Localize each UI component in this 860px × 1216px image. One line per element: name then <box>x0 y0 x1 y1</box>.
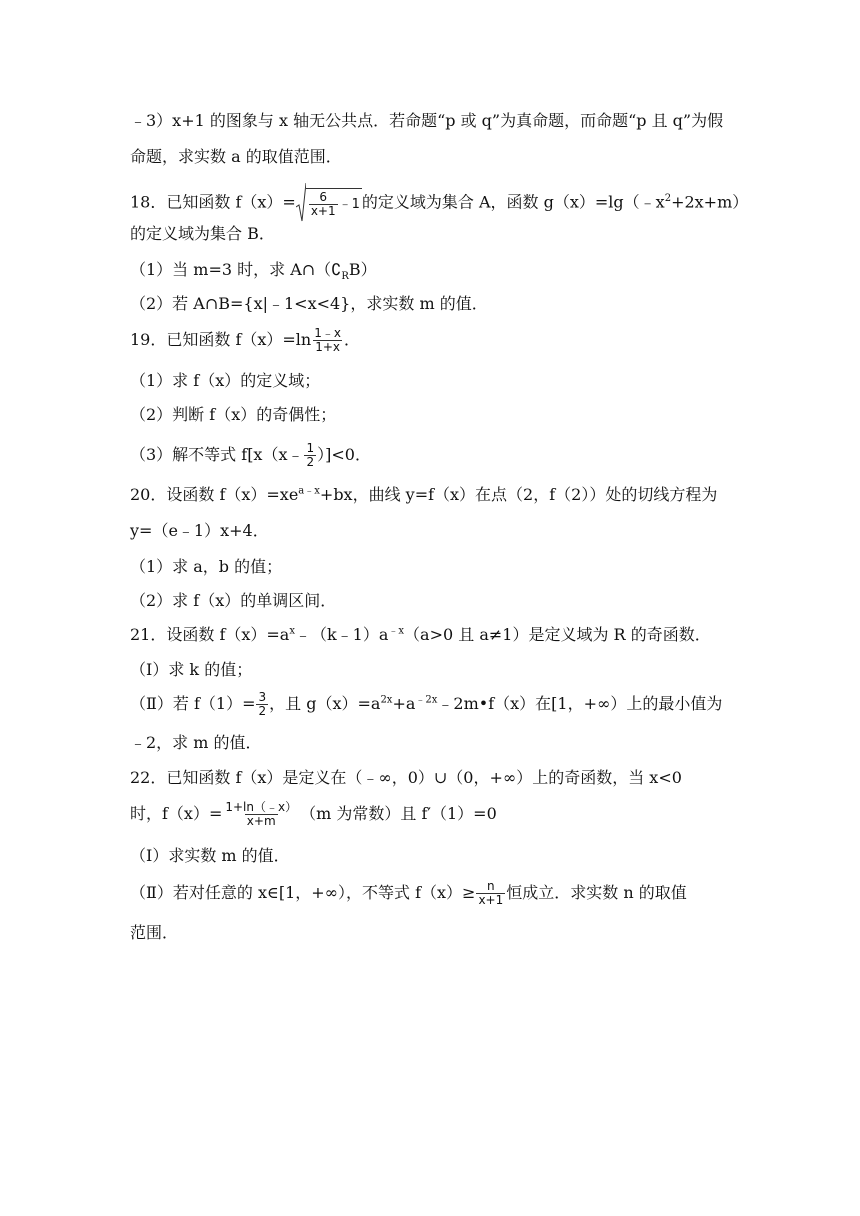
text: ﹣3）x+1 的图象与 x 轴无公共点．若命题“p 或 q”为真命题，而命题“p 且 q”为假 <box>130 111 724 130</box>
text-line <box>130 691 730 718</box>
text-line <box>130 293 730 315</box>
superscript: 2 <box>664 193 672 205</box>
problem-22-line <box>130 767 730 789</box>
text: +bx，曲线 y=f（x）在点（2，f（2））处的切线方程为 <box>319 485 718 504</box>
fraction <box>309 191 338 218</box>
numerator: 1﹣x <box>314 326 341 340</box>
fraction <box>256 691 268 718</box>
text-line <box>130 801 730 828</box>
text: ﹣2，求 m 的值． <box>130 733 262 752</box>
text: （3）解不等式 f[x（x﹣ <box>130 445 304 464</box>
text: （2）若 A∩B={x|﹣1<x<4}，求实数 m 的值． <box>130 294 488 313</box>
text-line <box>130 659 730 681</box>
problem-21-line <box>130 624 730 646</box>
text: ，且 g（x）=a <box>269 694 381 713</box>
text: 18．已知函数 f（x）= <box>130 192 296 212</box>
problem-20-line <box>130 484 730 506</box>
denominator: 1+x <box>315 340 340 354</box>
text: 命题，求实数 a 的取值范围． <box>130 147 342 166</box>
denominator: x+1 <box>478 893 504 907</box>
denominator: 2 <box>306 455 315 469</box>
text: 范围． <box>130 923 179 942</box>
text: 的定义域为集合 B． <box>130 224 275 243</box>
text: 21．设函数 f（x）=a <box>130 625 290 644</box>
text: （1）求 a，b 的值； <box>130 557 283 576</box>
text: （a>0 且 a≠1）是定义域为 R 的奇函数． <box>404 625 711 644</box>
text-line <box>130 880 730 907</box>
text-line <box>130 442 730 469</box>
problem-18-line <box>130 183 749 223</box>
text: （Ⅱ）若对任意的 x∈[1，+∞），不等式 f（x）≥ <box>130 883 476 902</box>
text: ． <box>343 330 360 349</box>
text: ﹣2m•f（x）在[1，+∞）上的最小值为 <box>437 694 723 713</box>
numerator: 1 <box>306 441 315 455</box>
text-line <box>130 404 730 426</box>
text: ﹣1 <box>338 196 360 212</box>
text-line <box>130 556 730 578</box>
text: （Ⅱ）若 f（1）= <box>130 694 256 713</box>
denominator: 2 <box>258 704 267 718</box>
text: 20．设函数 f（x）=xe <box>130 485 299 504</box>
superscript: ﹣x <box>388 625 405 637</box>
text-line <box>130 732 730 754</box>
text: 19．已知函数 f（x）=ln <box>130 330 312 349</box>
radical-sign-icon <box>296 183 306 223</box>
text: 的定义域为集合 A，函数 g（x）=lg（﹣x <box>361 192 665 212</box>
text: （m 为常数）且 f′（1）=0 <box>300 804 497 823</box>
text-line <box>130 520 730 542</box>
text: 时，f（x）= <box>130 804 223 823</box>
fraction <box>304 442 316 469</box>
text: （1）求 f（x）的定义域； <box>130 371 321 390</box>
numerator: 3 <box>258 690 267 704</box>
numerator: 6 <box>319 190 328 204</box>
text: y=（e﹣1）x+4． <box>130 521 269 540</box>
text: （Ⅰ）求 k 的值； <box>130 660 253 679</box>
text: +a <box>392 694 416 713</box>
fraction <box>476 880 505 907</box>
text-line <box>130 110 730 132</box>
text-line <box>130 146 730 168</box>
subscript: R <box>341 271 349 283</box>
superscript: 2x <box>380 694 393 706</box>
fraction <box>223 801 299 828</box>
text-line <box>130 922 730 944</box>
text-line <box>130 590 730 612</box>
superscript: x <box>289 625 295 637</box>
superscript: a﹣x <box>298 485 320 497</box>
text: B） <box>348 260 377 279</box>
problem-19-line <box>130 327 730 354</box>
superscript: ﹣2x <box>415 694 438 706</box>
denominator: x+m <box>246 814 276 828</box>
text: （1）当 m=3 时，求 A∩（∁ <box>130 260 342 279</box>
text-line <box>130 845 730 867</box>
text: 22．已知函数 f（x）是定义在（﹣∞，0）∪（0，+∞）上的奇函数，当 x<0 <box>130 768 682 787</box>
fraction <box>312 327 343 354</box>
text: ）]<0． <box>317 445 371 464</box>
text-line <box>130 370 730 392</box>
text: +2x+m） <box>671 192 749 212</box>
numerator: 1+ln（﹣x） <box>225 800 298 814</box>
sqrt-expression <box>296 183 362 223</box>
numerator: n <box>487 879 495 893</box>
text: ﹣（k﹣1）a <box>294 625 389 644</box>
denominator: x+1 <box>310 204 336 218</box>
text: （2）判断 f（x）的奇偶性； <box>130 405 337 424</box>
text: （Ⅰ）求实数 m 的值． <box>130 846 290 865</box>
text-line <box>130 223 730 245</box>
text: 恒成立．求实数 n 的取值 <box>506 883 687 902</box>
text: （2）求 f（x）的单调区间． <box>130 591 337 610</box>
text-line <box>130 259 730 281</box>
